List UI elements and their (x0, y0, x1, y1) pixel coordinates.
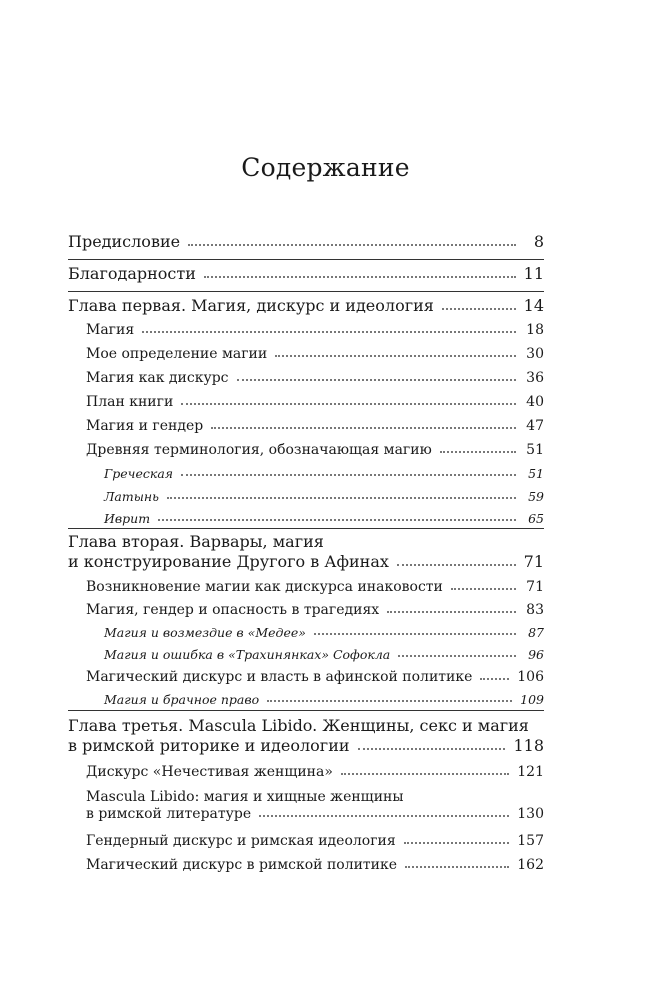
leader-dots (404, 842, 510, 844)
toc-entry-label: Магический дискурс и власть в афинской политике (86, 669, 473, 685)
toc-section[interactable] (86, 833, 544, 849)
toc-entry-label: Латынь (104, 489, 159, 504)
leader-dots (181, 474, 516, 476)
toc-section[interactable] (86, 788, 544, 822)
leader-dots (440, 451, 516, 453)
toc-entry[interactable] (68, 264, 544, 283)
toc-page-number: 71 (523, 552, 544, 571)
leader-dots (188, 244, 516, 246)
toc-section[interactable] (86, 669, 544, 685)
leader-dots (181, 403, 516, 405)
page-title: Содержание (241, 152, 410, 182)
toc-entry-label: Магия как дискурс (86, 370, 229, 386)
toc-entry-label-line1: Глава третья. Mascula Libido. Женщины, секс и магия (68, 716, 529, 735)
leader-dots (259, 815, 509, 817)
leader-dots (267, 700, 512, 702)
toc-entry-label-line1: Глава вторая. Варвары, магия (68, 532, 324, 551)
leader-dots (398, 655, 516, 657)
toc-entry-label-line2: в римской риторике и идеологии (68, 736, 350, 755)
toc-entry-label: Магия, гендер и опасность в трагедиях (86, 602, 380, 618)
toc-page-number: 14 (523, 296, 544, 315)
toc-entry-label: Греческая (104, 466, 174, 481)
toc-entry-label: Магия и ошибка в «Трахинянках» Софокла (104, 647, 391, 662)
toc-section[interactable] (86, 442, 544, 458)
toc-page-number: 18 (526, 322, 544, 338)
leader-dots (204, 276, 516, 278)
leader-dots (397, 564, 516, 566)
toc-entry-label: Благодарности (68, 264, 196, 283)
toc-page-number: 8 (533, 232, 544, 251)
divider (68, 710, 544, 711)
toc-chapter[interactable] (68, 532, 544, 571)
toc-page-number: 130 (517, 806, 544, 822)
toc-entry-label: Древняя терминология, обозначающая магию (86, 442, 432, 458)
toc-entry-label-line1: Mascula Libido: магия и хищные женщины (86, 789, 404, 805)
toc-subsection[interactable] (104, 625, 544, 640)
toc-page-number: 36 (526, 370, 544, 386)
toc-page-number: 162 (517, 857, 544, 873)
toc-section[interactable] (86, 579, 544, 595)
toc-page-number: 11 (523, 264, 544, 283)
toc-entry[interactable] (68, 232, 544, 251)
toc-page-number: 59 (528, 489, 544, 504)
toc-page-number: 71 (526, 579, 544, 595)
leader-dots (451, 588, 516, 590)
toc-subsection[interactable] (104, 647, 544, 662)
toc-section[interactable] (86, 394, 544, 410)
leader-dots (211, 427, 516, 429)
toc-section[interactable] (86, 418, 544, 434)
toc-section[interactable] (86, 346, 544, 362)
toc-entry-label: Дискурс «Нечестивая женщина» (86, 764, 333, 780)
leader-dots (405, 866, 509, 868)
toc-entry-label: Возникновение магии как дискурса инаковости (86, 579, 443, 595)
leader-dots (142, 331, 516, 333)
toc-entry-label: Магия и гендер (86, 418, 204, 434)
toc-entry-label-line2: и конструирование Другого в Афинах (68, 552, 389, 571)
toc-section[interactable] (86, 322, 544, 338)
toc-page-number: 51 (526, 442, 544, 458)
toc-entry-label: План книги (86, 394, 174, 410)
toc-chapter[interactable] (68, 296, 544, 315)
toc-page-number: 30 (526, 346, 544, 362)
leader-dots (480, 678, 509, 680)
leader-dots (314, 633, 516, 635)
toc-page-number: 40 (526, 394, 544, 410)
toc-subsection[interactable] (104, 466, 544, 481)
toc-entry-label: Глава первая. Магия, дискурс и идеология (68, 296, 434, 315)
toc-page-number: 118 (513, 736, 544, 755)
divider (68, 528, 544, 529)
toc-entry-label: Магия и возмездие в «Медее» (104, 625, 306, 640)
toc-subsection[interactable] (104, 489, 544, 504)
toc-page-number: 83 (526, 602, 544, 618)
toc-subsection[interactable] (104, 511, 544, 526)
toc-page-number: 96 (528, 647, 544, 662)
leader-dots (237, 379, 516, 381)
toc-page-number: 109 (520, 692, 544, 707)
toc-page-number: 121 (517, 764, 544, 780)
leader-dots (275, 355, 516, 357)
toc-section[interactable] (86, 602, 544, 618)
toc-entry-label: Гендерный дискурс и римская идеология (86, 833, 396, 849)
toc-page-number: 47 (526, 418, 544, 434)
toc-entry-label: Мое определение магии (86, 346, 268, 362)
leader-dots (358, 748, 506, 750)
toc-section[interactable] (86, 370, 544, 386)
leader-dots (167, 497, 516, 499)
toc-entry-label: Магия (86, 322, 135, 338)
toc-entry-label-line2: в римской литературе (86, 806, 252, 822)
leader-dots (158, 519, 516, 521)
toc-subsection[interactable] (104, 692, 544, 707)
toc-page-number: 87 (528, 625, 544, 640)
toc-page-number: 65 (528, 511, 544, 526)
toc-entry-label: Предисловие (68, 232, 181, 251)
divider (68, 259, 544, 260)
leader-dots (341, 773, 509, 775)
toc-page-number: 51 (528, 466, 544, 481)
toc-page-number: 157 (517, 833, 544, 849)
toc-section[interactable] (86, 857, 544, 873)
divider (68, 291, 544, 292)
leader-dots (387, 611, 516, 613)
toc-entry-label: Магия и брачное право (104, 692, 260, 707)
toc-entry-label: Магический дискурс в римской политике (86, 857, 398, 873)
toc-page-number: 106 (517, 669, 544, 685)
toc-section[interactable] (86, 764, 544, 780)
toc-chapter[interactable] (68, 716, 544, 755)
toc-entry-label: Иврит (104, 511, 151, 526)
leader-dots (442, 308, 516, 310)
